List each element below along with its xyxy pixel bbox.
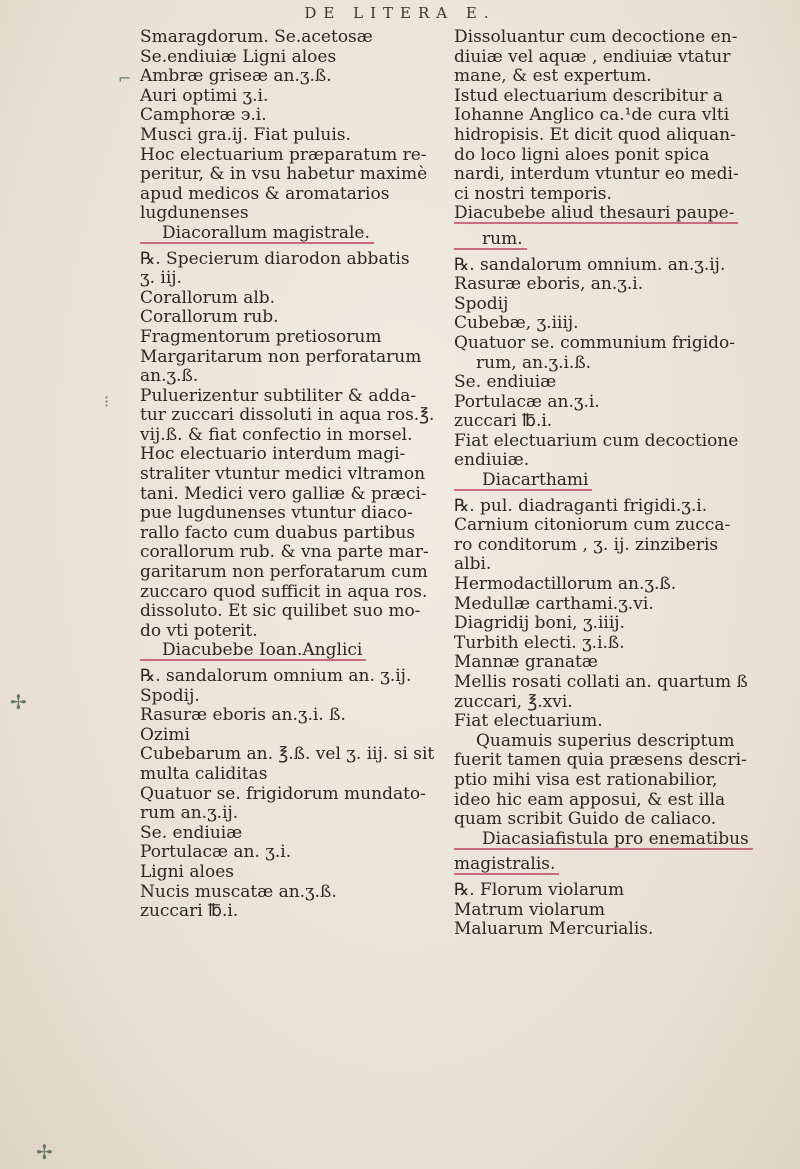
text-line: Se. endiuiæ bbox=[454, 373, 557, 393]
running-title: DE LITERA E. bbox=[304, 4, 496, 22]
text-line: nardi, interdum vtuntur eo medi- bbox=[454, 165, 739, 185]
text-line: rum an.ʒ.ij. bbox=[140, 804, 239, 824]
text-line: Mannæ granatæ bbox=[454, 653, 598, 673]
text-line: lugdunenses bbox=[140, 204, 249, 224]
text-line: Hoc electuarium præparatum re- bbox=[140, 145, 427, 165]
text-line: vij.ß. & fiat confectio in morsel. bbox=[140, 425, 413, 445]
text-line: ro conditorum , ʒ. ij. zinziberis bbox=[454, 535, 719, 555]
text-line: ℞. pul. diadraganti frigidi.ʒ.i. bbox=[454, 496, 708, 516]
text-line: Portulacæ an. ʒ.i. bbox=[140, 843, 292, 863]
text-line: peritur, & in vsu habetur maximè bbox=[140, 165, 428, 185]
text-line: Quatuor se. frigidorum mundato- bbox=[140, 784, 426, 804]
text-line: Ozimi bbox=[140, 725, 190, 745]
text-line: Turbith electi. ʒ.i.ß. bbox=[454, 633, 625, 653]
text-line: Margaritarum non perforatarum bbox=[140, 347, 422, 367]
text-line: Portulacæ an.ʒ.i. bbox=[454, 392, 600, 412]
text-line: Hermodactillorum an.ʒ.ß. bbox=[454, 575, 677, 595]
section-heading-diacarthami: Diacarthami bbox=[454, 471, 794, 497]
text-line: apud medicos & aromatarios bbox=[140, 184, 390, 204]
text-line: Quatuor se. communium frigido- bbox=[454, 333, 735, 353]
text-line: Se.endiuiæ Ligni aloes bbox=[140, 47, 337, 67]
text-line: Corallorum alb. bbox=[140, 288, 276, 308]
margin-annotation-mark: ⌐ bbox=[118, 69, 132, 88]
text-line: corallorum rub. & vna parte mar- bbox=[140, 543, 429, 563]
text-line: ℞. Specierum diarodon abbatis bbox=[140, 249, 410, 269]
text-line: Medullæ carthami.ʒ.vi. bbox=[454, 594, 654, 614]
text-line: tani. Medici vero galliæ & præci- bbox=[140, 484, 427, 504]
right-column bbox=[454, 28, 794, 940]
text-line: Camphoræ ϶.i. bbox=[140, 106, 267, 126]
text-line: Puluerizentur subtiliter & adda- bbox=[140, 386, 417, 406]
text-line: quam scribit Guido de caliaco. bbox=[454, 810, 717, 830]
text-line: Corallorum rub. bbox=[140, 308, 279, 328]
margin-annotation-mark: ⁝ bbox=[104, 392, 110, 411]
text-line: do vti poterit. bbox=[140, 621, 258, 641]
text-line: zuccari, ℥.xvi. bbox=[454, 692, 573, 712]
text-line: Maluarum Mercurialis. bbox=[454, 920, 654, 940]
text-line: Spodij bbox=[454, 294, 509, 314]
section-heading-diacubebe: Diacubebe Ioan.Anglici bbox=[140, 641, 480, 667]
text-line: albi. bbox=[454, 555, 492, 575]
text-line: Se. endiuiæ bbox=[140, 823, 243, 843]
text-line: Fiat electuarium. bbox=[454, 712, 603, 732]
text-line: zuccari ℔.i. bbox=[140, 902, 239, 922]
text-line: Hoc electuario interdum magi- bbox=[140, 445, 406, 465]
text-line: Dissoluantur cum decoctione en- bbox=[454, 28, 738, 47]
text-line: dissoluto. Et sic quilibet suo mo- bbox=[140, 602, 421, 622]
margin-annotation-mark: ✢ bbox=[36, 1140, 53, 1164]
text-line: Cubebæ, ʒ.iiij. bbox=[454, 314, 579, 334]
section-heading-continuation: rum. bbox=[454, 230, 794, 256]
text-line: Mellis rosati collati an. quartum ß bbox=[454, 673, 748, 692]
text-line: Fragmentorum pretiosorum bbox=[140, 327, 382, 347]
text-line: Auri optimi ʒ.i. bbox=[140, 86, 269, 106]
margin-annotation-mark: ✢ bbox=[10, 690, 27, 714]
left-column bbox=[140, 28, 480, 922]
text-line: Ambræ griseæ an.ʒ.ß. bbox=[140, 67, 332, 87]
text-line: Ligni aloes bbox=[140, 862, 234, 882]
text-line: ℞. Florum violarum bbox=[454, 880, 625, 900]
text-line: rum, an.ʒ.i.ß. bbox=[476, 353, 592, 373]
text-line: ci nostri temporis. bbox=[454, 184, 612, 204]
text-line: Cubebarum an. ℥.ß. vel ʒ. iij. si sit bbox=[140, 745, 435, 765]
text-line: mane, & est expertum. bbox=[454, 67, 652, 87]
text-line: zuccari ℔.i. bbox=[454, 412, 553, 432]
text-line: Matrum violarum bbox=[454, 900, 606, 920]
text-line: Quamuis superius descriptum bbox=[476, 731, 735, 751]
text-line: Musci gra.ij. Fiat puluis. bbox=[140, 125, 351, 145]
text-line: pue lugdunenses vtuntur diaco- bbox=[140, 504, 413, 524]
text-line: Spodij. bbox=[140, 686, 200, 706]
text-line: garitarum non perforatarum cum bbox=[140, 563, 428, 583]
text-line: straliter vtuntur medici vltramon bbox=[140, 465, 426, 485]
text-line: ʒ. iij. bbox=[140, 269, 182, 289]
section-heading-diacubebe-aliud: Diacubebe aliud thesauri paupe- bbox=[454, 204, 794, 230]
text-line: endiuiæ. bbox=[454, 451, 530, 471]
text-line: Istud electuarium describitur a bbox=[454, 86, 724, 106]
text-line: do loco ligni aloes ponit spica bbox=[454, 145, 710, 165]
text-line: Carnium citoniorum cum zucca- bbox=[454, 516, 731, 536]
text-line: ℞. sandalorum omnium. an.ʒ.ij. bbox=[454, 255, 726, 275]
text-line: Smaragdorum. Se.acetosæ bbox=[140, 28, 373, 47]
text-line: ideo hic eam apposui, & est illa bbox=[454, 790, 726, 810]
text-line: Iohanne Anglico ca.¹de cura vlti bbox=[454, 106, 730, 126]
text-line: Rasuræ eboris an.ʒ.i. ß. bbox=[140, 706, 346, 726]
section-heading-continuation: magistralis. bbox=[454, 855, 794, 881]
section-heading-diacorallum: Diacorallum magistrale. bbox=[140, 224, 480, 250]
text-line: hidropisis. Et dicit quod aliquan- bbox=[454, 125, 736, 145]
text-line: zuccaro quod sufficit in aqua ros. bbox=[140, 582, 428, 602]
text-line: ℞. sandalorum omnium an. ʒ.ij. bbox=[140, 667, 412, 686]
text-line: rallo facto cum duabus partibus bbox=[140, 523, 416, 543]
text-line: multa caliditas bbox=[140, 764, 268, 784]
text-line: ptio mihi visa est rationabilior, bbox=[454, 770, 718, 790]
text-line: fuerit tamen quia præsens descri- bbox=[454, 751, 747, 771]
text-line: diuiæ vel aquæ , endiuiæ vtatur bbox=[454, 47, 731, 67]
text-line: Nucis muscatæ an.ʒ.ß. bbox=[140, 882, 337, 902]
text-line: Fiat electuarium cum decoctione bbox=[454, 431, 739, 451]
text-line: tur zuccari dissoluti in aqua ros.℥. bbox=[140, 406, 435, 426]
text-line: an.ʒ.ß. bbox=[140, 367, 199, 387]
text-line: Rasuræ eboris, an.ʒ.i. bbox=[454, 275, 644, 295]
text-line: Diagridij boni, ʒ.iiij. bbox=[454, 614, 625, 634]
section-heading-diacasiafistula: Diacasiafistula pro enematibus bbox=[454, 830, 794, 856]
